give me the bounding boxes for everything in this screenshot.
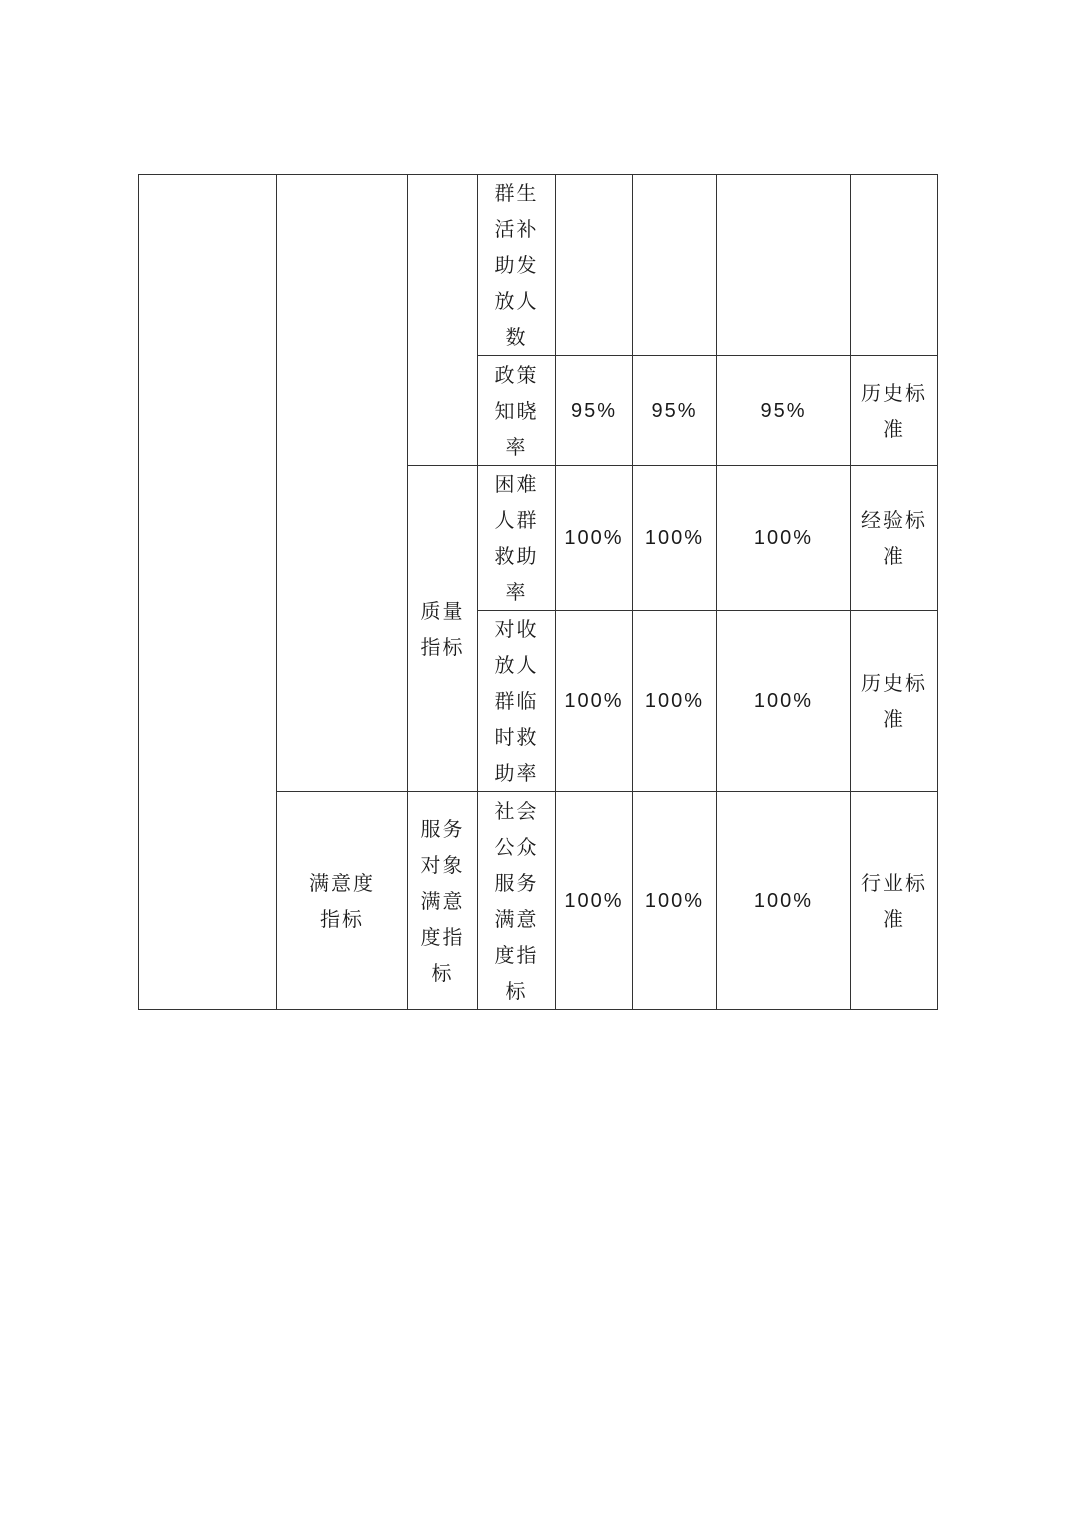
- actual-value-cell: [633, 175, 717, 356]
- score-value-cell: 100%: [717, 792, 851, 1010]
- project-name-cell: [139, 175, 277, 1010]
- standard-cell: 经验标准: [851, 466, 938, 611]
- actual-value-cell: 95%: [633, 356, 717, 466]
- primary-indicator-cell: 满意度指标: [277, 792, 408, 1010]
- secondary-indicator-cell: [408, 175, 478, 466]
- indicator-name-cell: 对收放人群临时救助率: [478, 611, 556, 792]
- secondary-indicator-cell: 服务对象满意度指标: [408, 792, 478, 1010]
- indicator-name-cell: 政策知晓率: [478, 356, 556, 466]
- indicator-name-cell: 困难人群救助率: [478, 466, 556, 611]
- indicator-name-cell: 社会公众服务满意度指标: [478, 792, 556, 1010]
- score-value-cell: [717, 175, 851, 356]
- score-value-cell: 100%: [717, 611, 851, 792]
- actual-value-cell: 100%: [633, 792, 717, 1010]
- score-value-cell: 100%: [717, 466, 851, 611]
- target-value-cell: [556, 175, 633, 356]
- secondary-indicator-cell: 质量指标: [408, 466, 478, 792]
- target-value-cell: 95%: [556, 356, 633, 466]
- table-row: [139, 175, 938, 356]
- actual-value-cell: 100%: [633, 611, 717, 792]
- actual-value-cell: 100%: [633, 466, 717, 611]
- target-value-cell: 100%: [556, 611, 633, 792]
- primary-indicator-cell: [277, 175, 408, 792]
- target-value-cell: 100%: [556, 792, 633, 1010]
- standard-cell: 行业标准: [851, 792, 938, 1010]
- standard-cell: [851, 175, 938, 356]
- indicator-name-cell: 群生活补助发放人数: [478, 175, 556, 356]
- standard-cell: 历史标准: [851, 611, 938, 792]
- performance-indicator-table: [138, 174, 938, 1010]
- target-value-cell: 100%: [556, 466, 633, 611]
- score-value-cell: 95%: [717, 356, 851, 466]
- standard-cell: 历史标准: [851, 356, 938, 466]
